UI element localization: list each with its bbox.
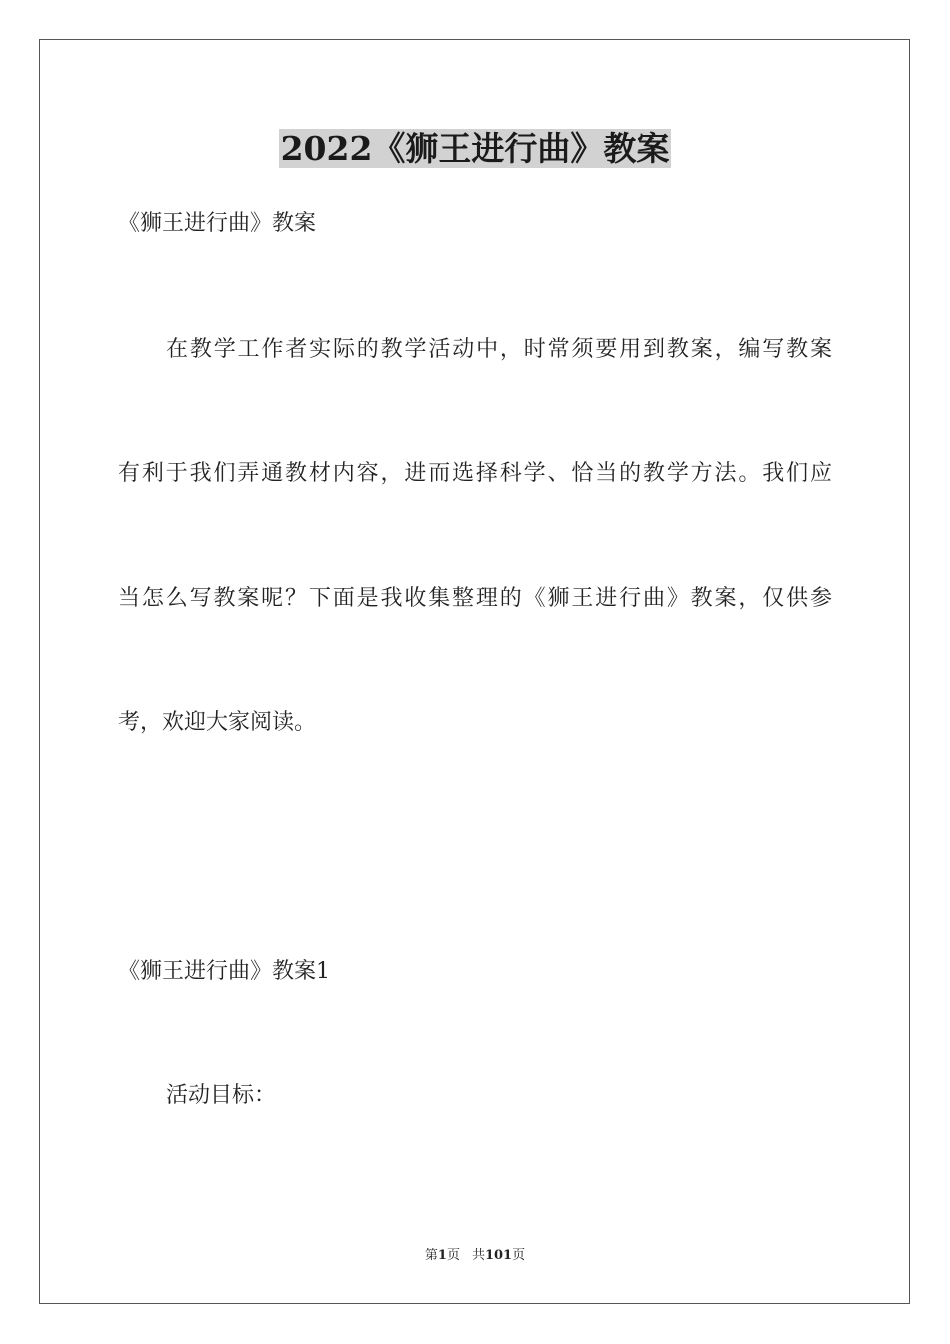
total-prefix: 共 [471,1248,485,1263]
page-prefix: 第 [424,1248,438,1263]
total-suffix: 页 [512,1248,526,1263]
intro-paragraph-line-4: 考，欢迎大家阅读。 [118,710,317,735]
document-subtitle: 《狮王进行曲》教案 [118,211,317,236]
document-title-text: 2022《狮王进行曲》教案 [280,129,670,168]
page-number: 1 [437,1248,447,1263]
page-footer [0,1247,950,1265]
page-suffix: 页 [446,1248,460,1263]
total-pages: 101 [484,1248,513,1263]
document-title [0,126,950,172]
intro-paragraph-line-3: 当怎么写教案呢？下面是我收集整理的《狮王进行曲》教案，仅供参 [118,586,832,611]
intro-paragraph-line-2: 有利于我们弄通教材内容，进而选择科学、恰当的教学方法。我们应 [118,461,832,486]
activity-goals-label: 活动目标： [166,1083,277,1108]
intro-paragraph-line-1: 在教学工作者实际的教学活动中，时常须要用到教案，编写教案 [166,337,832,362]
section-heading: 《狮王进行曲》教案1 [118,959,330,984]
